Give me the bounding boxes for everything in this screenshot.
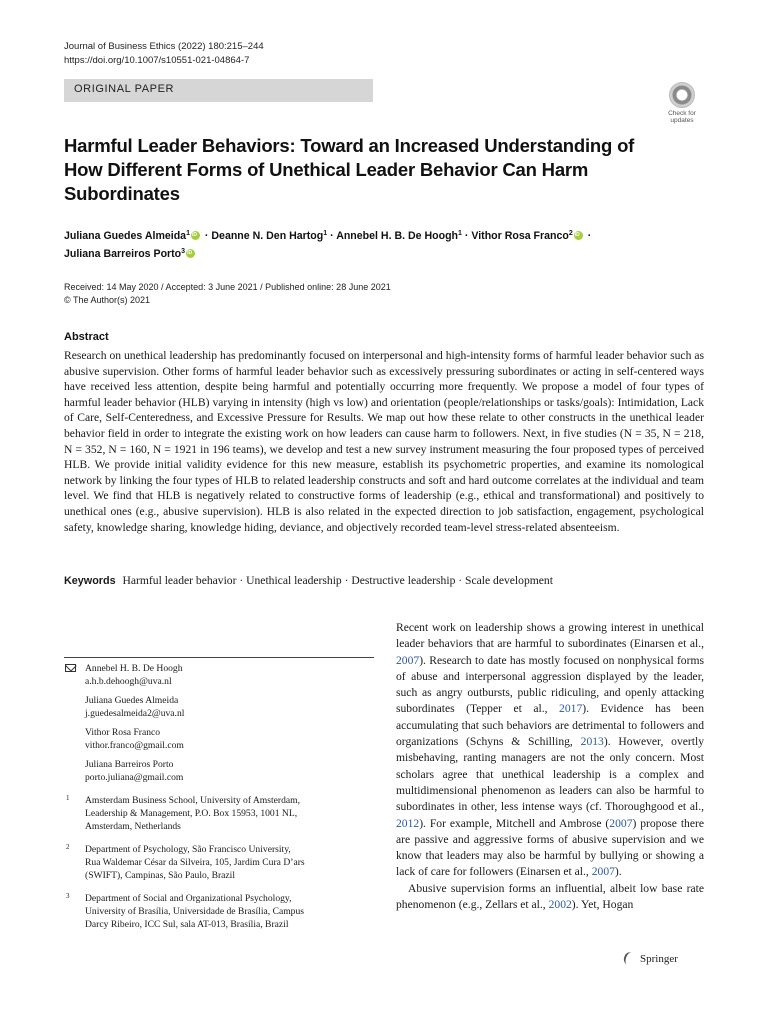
affiliation: 2 Department of Psychology, São Francisco University, Rua Waldemar César da Silveira, 105, Jardim Cura D’ars (SWIFT), Campinas, São Paulo, Brazil (66, 843, 305, 881)
contact-entry (64, 694, 374, 720)
check-for-updates-button[interactable] (662, 82, 702, 126)
contact-name: Juliana Barreiros Porto (85, 759, 174, 770)
citation-link[interactable]: 2013 (580, 735, 604, 749)
contact-entry (64, 758, 374, 784)
publisher-logo (622, 952, 678, 966)
correspondence-footnote (64, 657, 374, 931)
contact-email[interactable]: a.h.b.dehoogh@uva.nl (85, 676, 172, 687)
citation-link[interactable]: 2012 (396, 816, 420, 830)
author-affiliation-mark: 1 (458, 230, 462, 237)
author-affiliation-mark: 3 (181, 248, 186, 255)
publication-dates (64, 281, 391, 307)
affiliation-number: 2 (66, 843, 70, 851)
contact-entry (64, 726, 374, 752)
journal-citation: Journal of Business Ethics (2022) 180:215–244 (64, 41, 264, 52)
keywords-list: Harmful leader behavior · Unethical leadership · Destructive leadership · Scale development (122, 574, 553, 587)
keywords-heading: Keywords (64, 575, 116, 587)
keywords (64, 573, 704, 589)
contact-entry (64, 662, 374, 688)
publisher-name: Springer (640, 953, 678, 965)
contact-name: Annebel H. B. De Hoogh (85, 663, 183, 674)
article-type-badge (64, 79, 373, 102)
author-name[interactable]: Annebel H. B. De Hoogh (336, 230, 459, 242)
article-title: Harmful Leader Behaviors: Toward an Increased Understanding of How Different Forms of Unethical Leader Behavior Can Harm Subordinates (64, 135, 635, 204)
orcid-icon[interactable] (574, 231, 583, 240)
author-affiliation-mark: 2 (568, 230, 573, 237)
orcid-icon[interactable] (191, 231, 200, 240)
author-name[interactable]: Deanne N. Den Hartog (211, 230, 324, 242)
citation-link[interactable]: 2017 (559, 702, 583, 716)
envelope-icon (65, 664, 76, 672)
affiliation: 3 Department of Social and Organizational Psychology, University of Brasília, Universidade de Brasília, Campus Darcy Ribeiro, ICC Sul, sala AT-013, Brasília, Brazil (66, 892, 305, 930)
journal-header (64, 40, 264, 68)
history-dates: Received: 14 May 2020 / Accepted: 3 June 2021 / Published online: 28 June 2021 (64, 282, 391, 292)
abstract-text: Research on unethical leadership has predominantly focused on interpersonal and high-intensity forms of harmful leader behavior such as abusive supervision. Other forms of harmful leader behavior such as excessively pressuring subordinates or acting in self-centered ways have received less attention, despite being harmful and potentially occurring more frequently. We propose a model of four types of harmful leader behavior (HLB) varying in intensity (high vs low) and orientation (people/relationships or tasks/goals): Intimidation, Lack of Care, Self-Centeredness, and Excessive Pressure for Results. We map out how these relate to other constructs in the unethical leader behavior field in order to integrate the existing work on how leaders can cause harm to followers. Next, in five studies (N = 35, N = 218, N = 352, N = 160, N = 1921 in 196 teams), we develop and test a new survey instrument measuring the four proposed types of perceived HLB. We provide initial validity evidence for this new measure, establish its psychometric properties, and examine its nomological network by linking the four types of HLB to related leadership constructs and soft and hard outcome correlates at the individual and team level. We find that HLB is negatively related to constructive forms of leadership (e.g., ethical and transformational) and positively to unethical ones (e.g., abusive supervision). HLB is also related in the expected direction to job satisfaction, engagement, psychological safety, knowledge sharing, knowledge hiding, deviance, and objectively recorded team-level stress-related absenteeism. (64, 349, 704, 534)
affiliation: 1 Amsterdam Business School, University of Amsterdam, Leadership & Management, P.O. Box 15953, 1001 NL, Amsterdam, Netherlands (66, 794, 301, 832)
affiliation-number: 3 (66, 892, 70, 900)
copyright: © The Author(s) 2021 (64, 295, 151, 305)
introduction-body (396, 620, 704, 913)
author-name[interactable]: Juliana Guedes Almeida (64, 230, 187, 242)
author-affiliation-mark: 1 (186, 230, 190, 237)
body-paragraph: Abusive supervision forms an influential, albeit low base rate phenomenon (e.g., Zellars et al., 2002). Yet, Hogan (396, 881, 704, 912)
citation-link[interactable]: 2007 (396, 653, 420, 667)
author-name[interactable]: Vithor Rosa Franco (471, 230, 569, 242)
doi-link[interactable]: https://doi.org/10.1007/s10551-021-04864-7 (64, 55, 250, 66)
article-type-label: ORIGINAL PAPER (74, 83, 175, 95)
contact-name: Vithor Rosa Franco (85, 727, 161, 738)
contact-email[interactable]: vithor.franco@gmail.com (85, 740, 184, 751)
orcid-icon[interactable] (186, 249, 195, 258)
citation-link[interactable]: 2007 (591, 865, 615, 879)
contact-email[interactable]: j.guedesalmeida2@uva.nl (85, 708, 185, 719)
body-paragraph: Recent work on leadership shows a growing interest in unethical leader behaviors that are harmful to subordinates (Einarsen et al., 2007). Research to date has mostly focused on nonphysical forms of abuse and interpersonal aggression displayed by the leader, such as angry outbursts, public ridiculing, and openly attacking subordinates (Tepper et al., 2017). Evidence has been accumulating that such behaviors are detrimental to followers and organizations (Schyns & Schilling, 2013). However, overtly misbehaving, ranting managers are not the only concern. Most scholars agree that unethical leadership is a complex and multidimensional phenomenon as leaders can also be harmful to subordinates in other, less intense ways (cf. Thoroughgood et al., 2012). For example, Mitchell and Ambrose (2007) propose there are passive and aggressive forms of abusive supervision and we know that leaders may also be harmful by bullying or showing a lack of care for followers (Einarsen et al., 2007). (396, 621, 704, 879)
citation-link[interactable]: 2007 (609, 816, 633, 830)
springer-horse-icon (622, 952, 636, 966)
contact-email[interactable]: porto.juliana@gmail.com (85, 772, 184, 783)
crossmark-icon (669, 82, 695, 108)
contact-name: Juliana Guedes Almeida (85, 695, 179, 706)
check-updates-label: Check for updates (668, 110, 696, 124)
citation-link[interactable]: 2002 (548, 898, 572, 912)
abstract-heading: Abstract (64, 331, 109, 343)
author-list: Juliana Guedes Almeida$^1$iD · Deanne N. Den Hartog$^1$ · Annebel H. B. De Hoogh$^1$ · Vithor Rosa Franco$^2$iD · Juliana Barreiros Porto$^3$iD (64, 226, 704, 262)
author-name[interactable]: Juliana Barreiros Porto (64, 248, 182, 260)
affiliation-number: 1 (66, 794, 70, 802)
author-affiliation-mark: 1 (323, 230, 328, 237)
